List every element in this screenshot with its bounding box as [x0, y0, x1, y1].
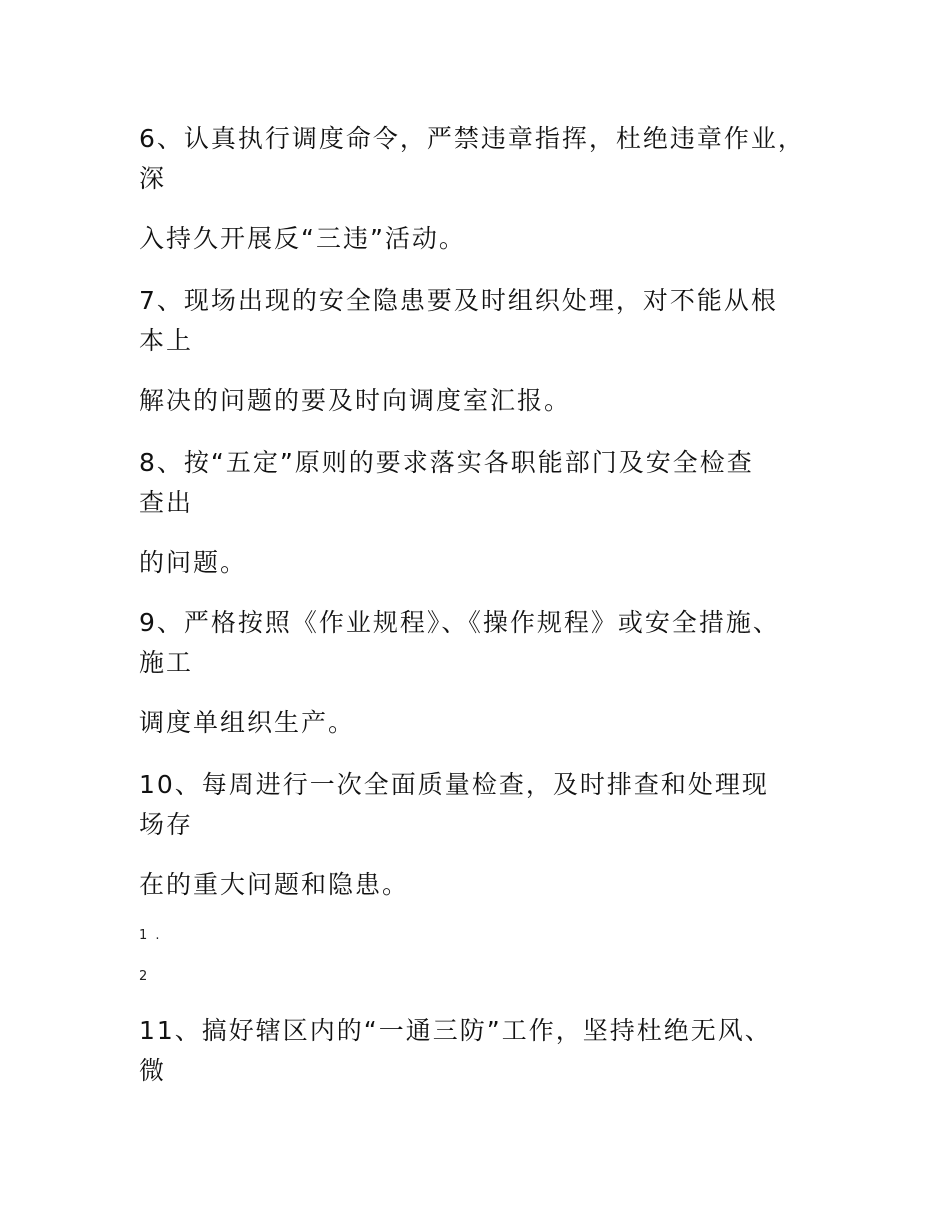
- text-line: 解决的问题的要及时向调度室汇报。: [139, 386, 572, 415]
- text-line: 查出: [139, 488, 194, 517]
- page-mark: 2: [139, 969, 150, 984]
- text-line: 深: [139, 164, 167, 193]
- text-line: 入持久开展反“三违”活动。: [139, 224, 466, 253]
- text-line: 场存: [139, 810, 194, 839]
- text-line: 10、每周进行一次全面质量检查，及时排查和处理现: [139, 770, 769, 799]
- text-line: 调度单组织生产。: [139, 708, 356, 737]
- text-line: 微: [139, 1056, 167, 1085]
- text-line: 本上: [139, 326, 194, 355]
- text-line: 施工: [139, 648, 194, 677]
- text-line: 11、搞好辖区内的“一通三防”工作，坚持杜绝无风、: [139, 1016, 772, 1045]
- text-line: 的问题。: [139, 548, 248, 577]
- text-line: 9、严格按照《作业规程》、《操作规程》或安全措施、: [139, 608, 780, 637]
- page-mark: 1 .: [139, 928, 162, 943]
- text-line: 8、按“五定”原则的要求落实各职能部门及安全检查: [139, 448, 754, 477]
- text-line: 在的重大问题和隐患。: [139, 870, 410, 899]
- text-line: 7、现场出现的安全隐患要及时组织处理，对不能从根: [139, 286, 778, 315]
- text-line: 6、认真执行调度命令，严禁违章指挥，杜绝违章作业，: [139, 124, 805, 153]
